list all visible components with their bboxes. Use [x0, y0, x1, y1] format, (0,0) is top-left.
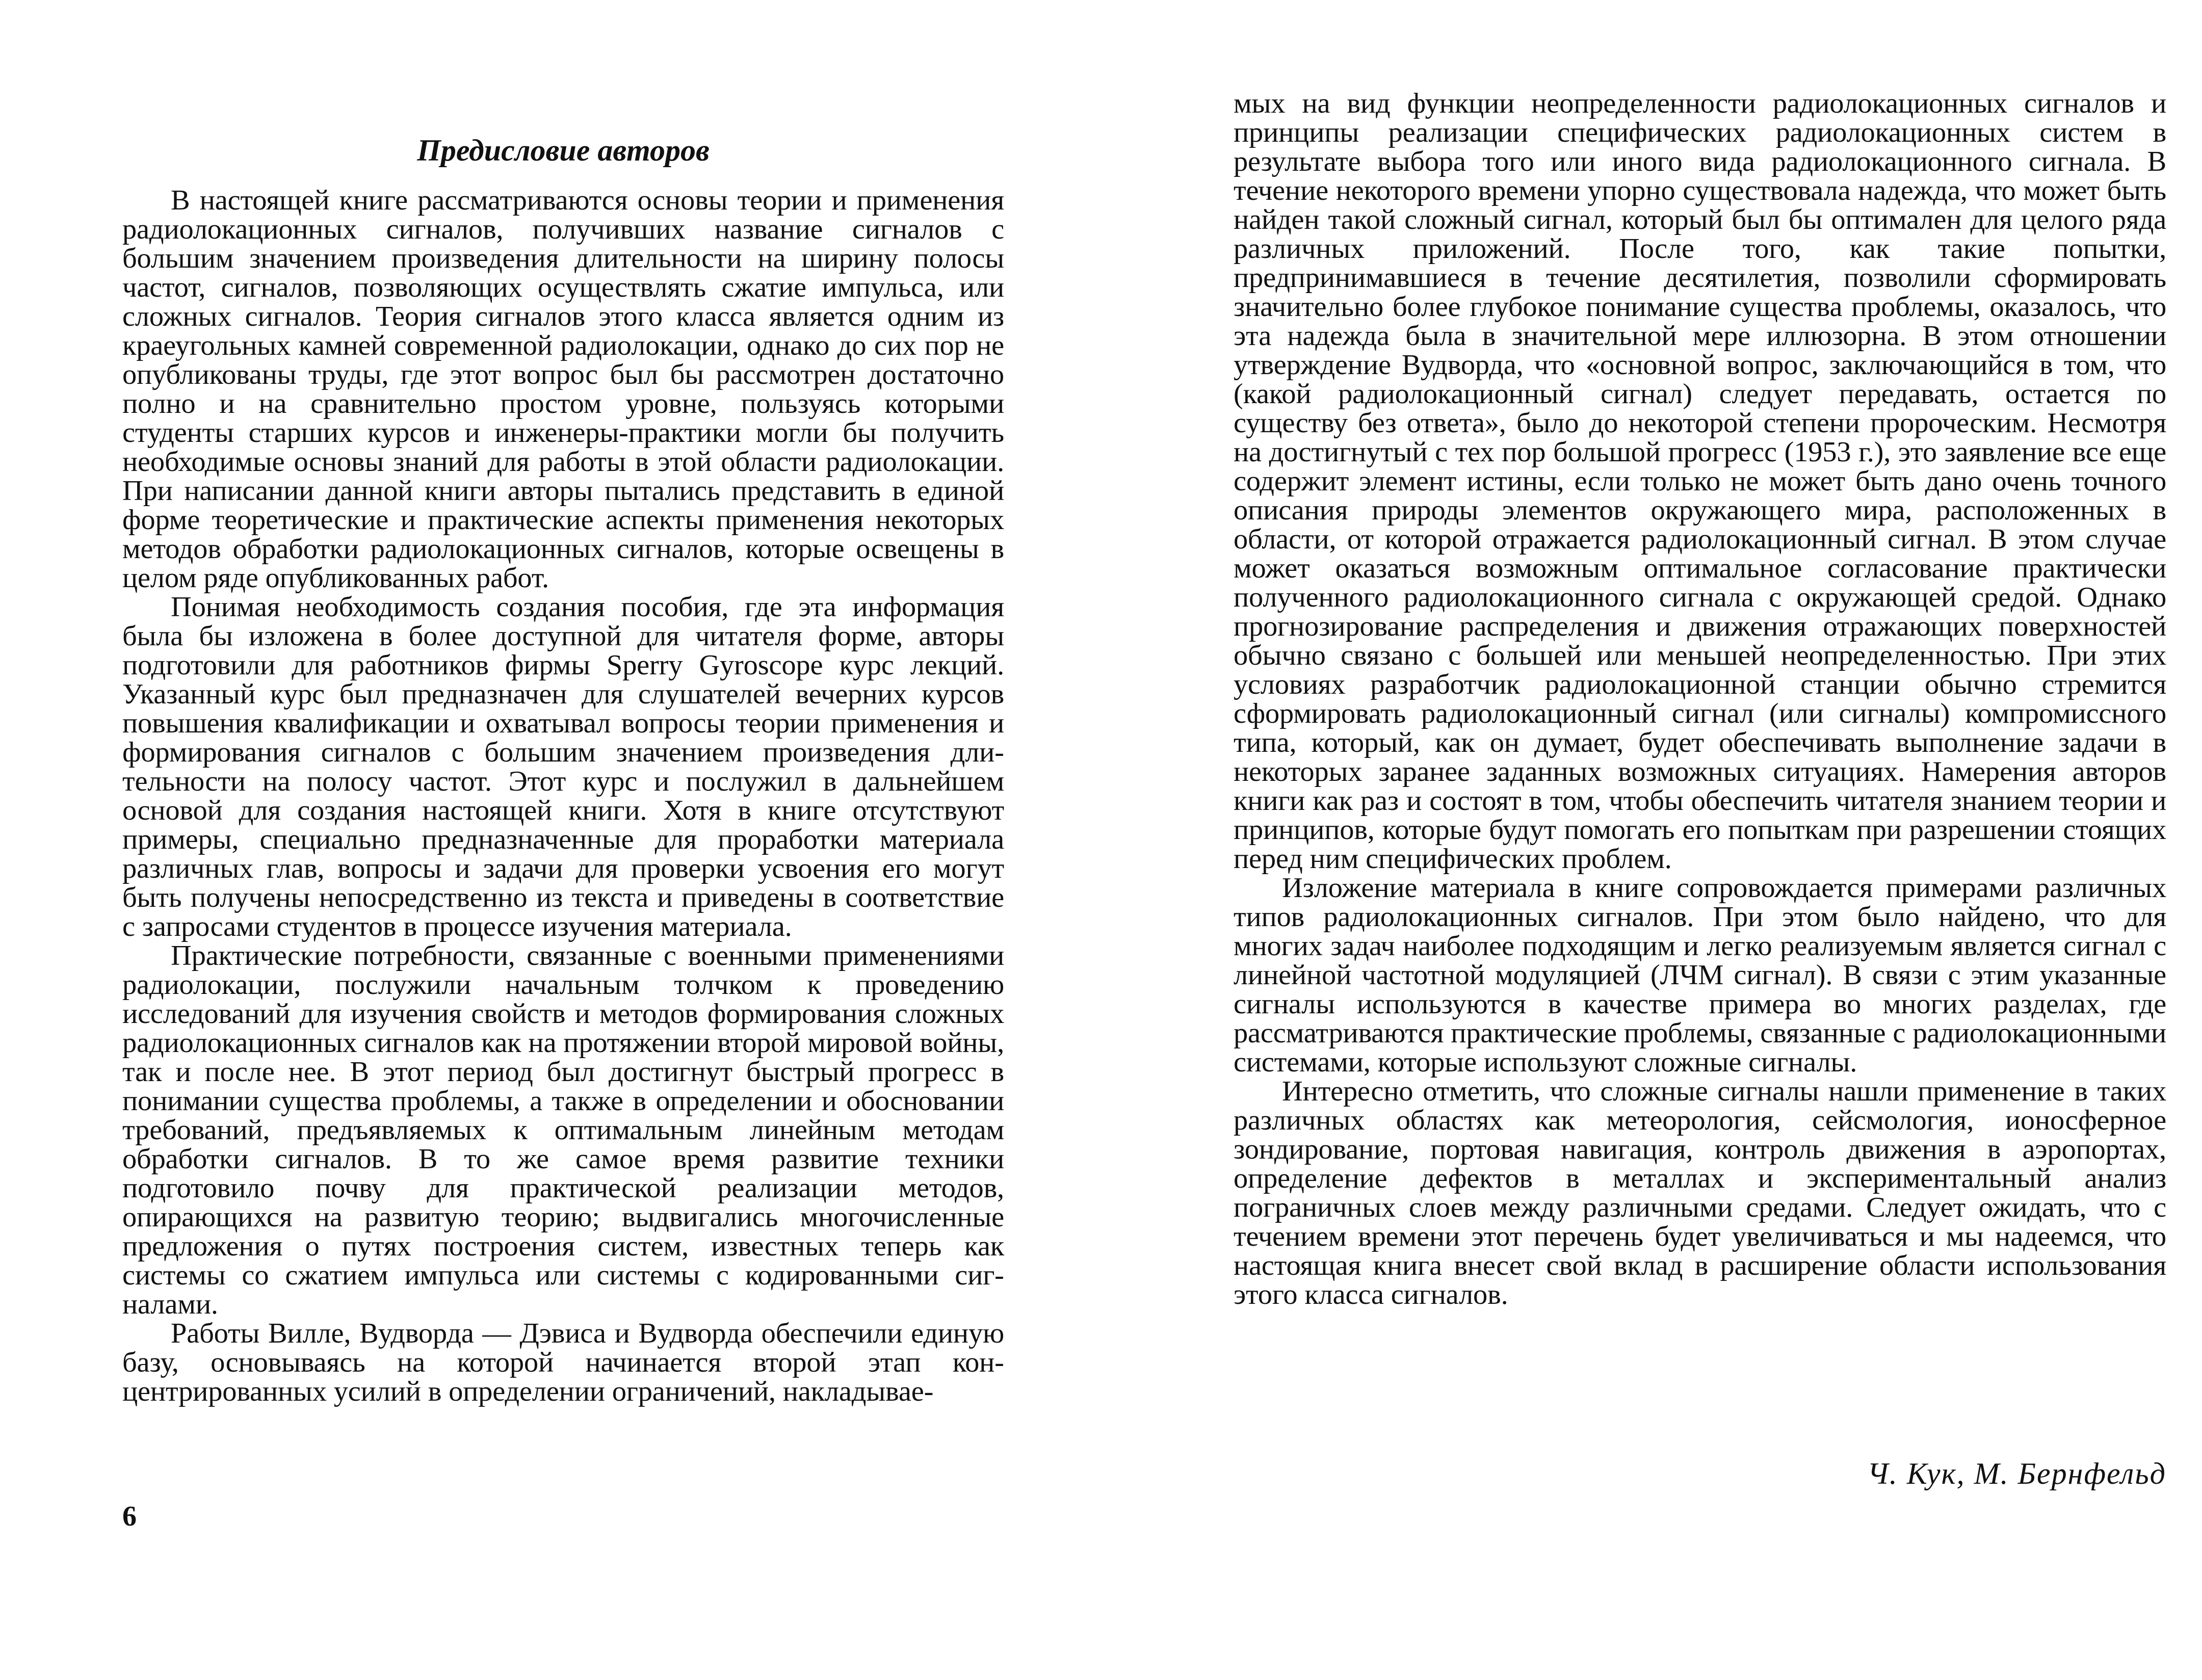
paragraph: Практические потребности, связанные с военными применениями радиолокации, послужили начальным толчком к проведению исследований для изучения свойств и методов формирования сложных радиолокационных сигналов как на протяжении второй мировой войны, так и после нее. В этот период был достигнут быстрый прогресс в понимании существа проблемы, а также в определении и обосновании требований, предъявляемых к оптимальным линейным методам обработки сигналов. В то же самое время развитие техники подготовило почву для практической реализации методов, опирающихся на развитую теорию; выдвигались многочисленные предложения о путях построения систем, известных теперь как системы со сжатием импульса или системы с кодированными сигналами. — [122, 940, 1004, 1320]
paragraph: мых на вид функции неопределенности радиолокационных сигналов и принципы реализации специфических радиолокационных систем в результате выбора того или иного вида радиолокационного сигнала. В течение некоторого времени упорно существовала надежда, что может быть найден такой сложный сигнал, который был бы оптимален для целого ряда различных приложений. После того, как такие попытки, предпринимавшиеся в течение десятилетия, позволили сформировать значительно более глубокое понимание существа проблемы, оказалось, что эта надежда была в значительной мере иллюзорна. В этом отношении утверждение Вудворда, что «основной вопрос, заключающийся в том, что (какой радиолокационный сигнал) следует передавать, остается по существу без ответа», было до некоторой степени пророческим. Несмотря на достигнутый с тех пор большой прогресс (1953 г.), это заявление все еще содержит элемент истины, если только не может быть дано очень точного описания природы элементов окружающего мира, расположенных в области, от которой отражается радиолокационный сигнал. В этом случае может оказаться возможным оптимальное согласование практически полученного радиолокационного сигнала с окружающей средой. Однако прогнозирование распределения и движения отражающих поверхностей обычно связано с большей или меньшей неопределенностью. При этих условиях разработчик радиолокационной станции обычно стремится сформировать радиолокационный сигнал (или сигналы) компромиссного типа, который, как он думает, будет обеспечивать выполнение задачи в некоторых заранее заданных возможных ситуациях. Намерения авторов книги как раз и состоят в том, чтобы обеспечить читателя знанием теории и принципов, которые будут помогать его попыткам при разрешении стоящих перед ним специфических проблем. — [1234, 88, 2166, 875]
page-heading: Предисловие авторов — [417, 134, 710, 167]
paragraph: Работы Вилле, Вудворда — Дэвиса и Вудворда обеспечили единую базу, основываясь на которой начинается второй этап концентрированных усилий в определении ограничений, накладывае- — [122, 1318, 1004, 1407]
paragraph: Интересно отметить, что сложные сигналы нашли применение в таких различных областях как метеорология, сейсмология, ионосферное зондирование, портовая навигация, контроль движения в аэропортах, определение дефектов в металлах и экспериментальный анализ пограничных слоев между различными средами. Следует ожидать, что с течением времени этот перечень будет увеличиваться и мы надеемся, что настоящая книга внесет свой вклад в расширение области использования этого класса сигналов. — [1234, 1075, 2166, 1310]
paragraph: Понимая необходимость создания пособия, где эта информация была бы изложена в более доступной для читателя форме, авторы подготовили для работников фирмы Sperry Gyroscope курс лекций. Указанный курс был предназначен для слушателей вечерних курсов повышения квалификации и охватывал вопросы теории применения и формирования сигналов с большим значением произведения длительности на полосу частот. Этот курс и послужил в дальнейшем основой для создания настоящей книги. Хотя в книге отсутствуют примеры, специально предназначенные для проработки материала различных глав, вопросы и задачи для проверки усвоения его могут быть получены непосредственно из текста и приведены в соответствие с запросами студентов в процессе изучения материала. — [122, 591, 1004, 942]
paragraph: Изложение материала в книге сопровождается примерами различных типов радиолокационных сигналов. При этом было найдено, что для многих задач наиболее подходящим и легко реализуемым является сигнал с линейной частотной модуляцией (ЛЧМ сигнал). В связи с этим указанные сигналы используются в качестве примера во многих разделах, где рассматриваются практические проблемы, связанные с радиолокационными системами, которые используют сложные сигналы. — [1234, 872, 2166, 1078]
right-page-text — [1234, 89, 2166, 1309]
left-page — [122, 0, 1004, 1680]
paragraph: В настоящей книге рассматриваются основы теории и применения радиолокационных сигналов, получивших название сигналов с большим значением произведения длительности на ширину полосы частот, сигналов, позволяющих осуществлять сжатие импульса, или сложных сигналов. Теория сигналов этого класса является одним из краеугольных камней современной радиолокации, однако до сих пор не опубликованы труды, где этот вопрос был бы рассмотрен достаточно полно и на сравнительно простом уровне, пользуясь которыми студенты старших курсов и инженеры-практики могли бы получить необходимые основы знаний для работы в этой области радиолокации. При написании данной книги авторы пытались представить в единой форме теоретические и практические аспекты применения некоторых методов обработки радиолокационных сигналов, которые освещены в целом ряде опубликованных работ. — [122, 185, 1004, 594]
left-page-text — [122, 186, 1004, 1406]
right-page — [1234, 0, 2166, 1680]
page-number: 6 — [122, 1501, 137, 1532]
authors-signature: Ч. Кук, М. Бернфельд — [1867, 1457, 2166, 1490]
